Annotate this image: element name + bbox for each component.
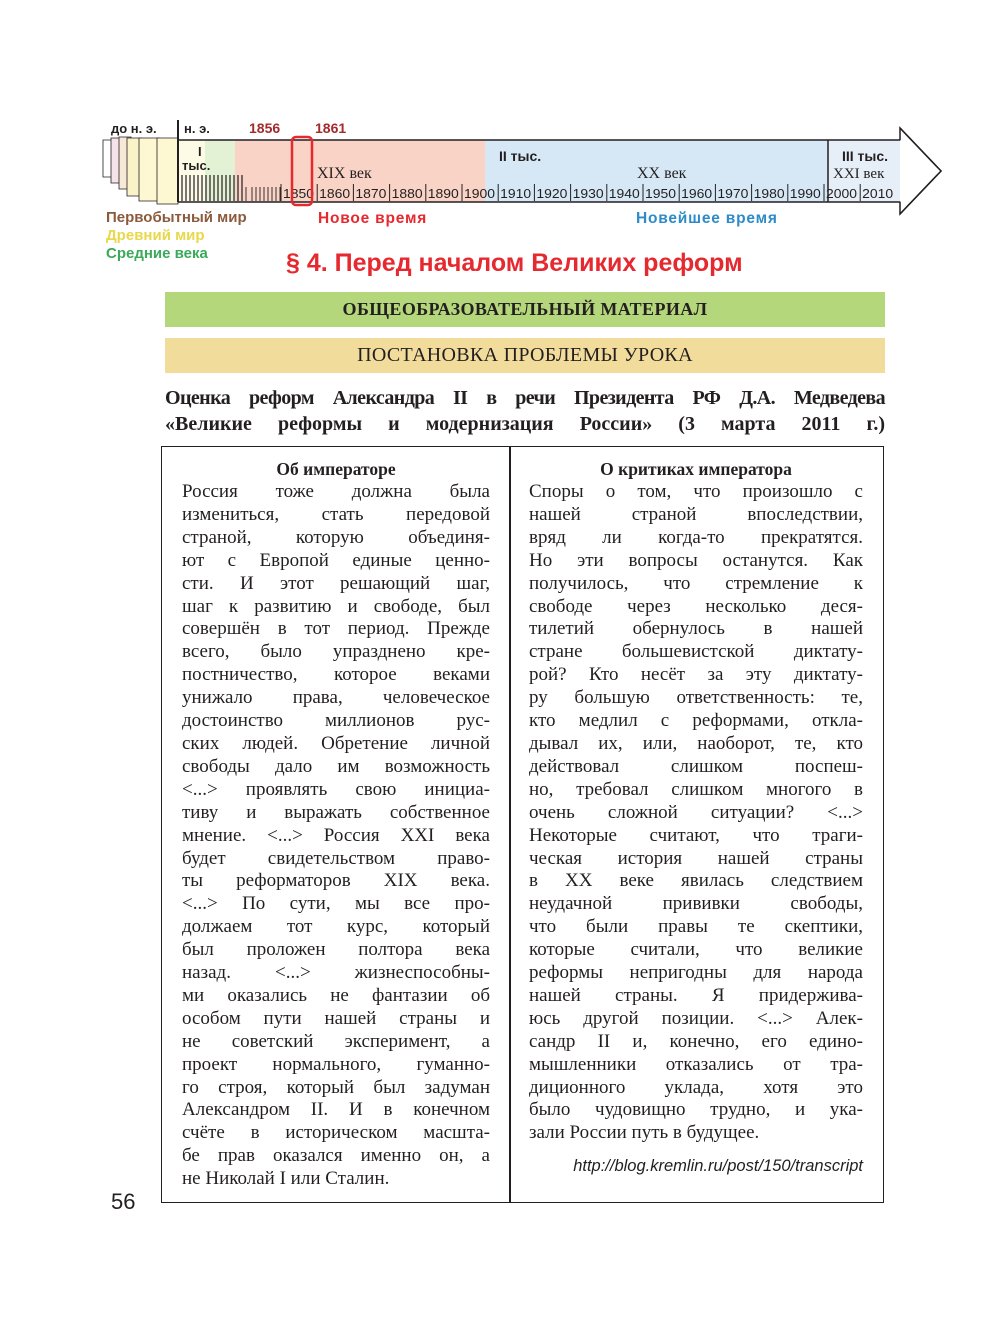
column-text-critics <box>529 481 863 1145</box>
text-line: свободы дало им возможность <box>182 755 490 777</box>
decade-label: 2010 <box>862 186 894 201</box>
decade-label: 1870 <box>355 186 387 201</box>
text-line: шаг к развитию и свободе, был <box>182 595 490 617</box>
text-line: постничество, которое веками <box>182 664 490 686</box>
paragraph-title: § 4. Перед началом Великих реформ <box>286 249 743 277</box>
text-line: ют с Европой единые ценно- <box>182 549 490 571</box>
decade-label: 1910 <box>500 186 532 201</box>
label-century-20: XX век <box>637 165 687 182</box>
label-bc: до н. э. <box>111 121 157 136</box>
decade-label: 1850 <box>283 186 314 201</box>
text-line: ских людей. Обретение личной <box>182 732 490 754</box>
text-line: всего, было упразднено кре- <box>182 641 490 663</box>
text-line: но, требовал слишком многого в <box>529 778 863 800</box>
text-line: что были правы те скептики, <box>529 916 863 938</box>
text-line: в XX веке явилась следствием <box>529 870 863 892</box>
decade-label: 2000 <box>826 186 857 201</box>
text-line: ми оказались не фантазии об <box>182 984 490 1006</box>
label-century-19: XIX век <box>317 165 372 182</box>
text-line: Споры о том, что произошло с <box>529 481 863 502</box>
quote-heading-line-1: Оценка реформ Александра II в речи Президента РФ Д.А. Медведева <box>165 387 885 409</box>
text-line: рой? Кто несёт за эту диктату- <box>529 664 863 686</box>
decade-label: 1990 <box>789 186 821 201</box>
text-line: получилось, что стремление к <box>529 572 863 594</box>
text-line: дывал их, или, наоборот, те, кто <box>529 732 863 754</box>
label-third-millennium: III тыс. <box>842 148 889 164</box>
text-line: <...> По сути, мы все про- <box>182 893 490 915</box>
label-first-millennium-numeral: I <box>198 144 202 159</box>
quote-heading-line-2: «Великие реформы и модернизация России» (3 марта 2011 г.) <box>165 413 885 435</box>
era-primitive: Первобытный мир <box>106 209 247 226</box>
text-line: будет свидетельством право- <box>182 847 490 869</box>
text-line: сти. И этот решающий шаг, <box>182 572 490 594</box>
text-line: тиву и выражать собственное <box>182 801 490 823</box>
text-line: юсь другой позиции. <...> Алек- <box>529 1007 863 1029</box>
text-line: Россия тоже должна была <box>182 481 490 502</box>
label-year-1856: 1856 <box>249 120 281 136</box>
text-line: особом пути нашей страны и <box>182 1007 490 1029</box>
label-newest-time: Новейшее время <box>636 210 778 227</box>
text-line: очень сложной ситуации? <...> <box>529 801 863 823</box>
text-line: тилетий обернулось в нашей <box>529 618 863 640</box>
column-title-emperor: Об императоре <box>276 459 396 479</box>
text-line: Но эти вопросы останутся. Как <box>529 549 863 571</box>
decade-label: 1880 <box>391 186 423 201</box>
text-line: страной, которую объединя- <box>182 526 490 548</box>
text-line: нашей страной впоследствии, <box>529 503 863 525</box>
decade-ticks <box>281 184 893 201</box>
text-line: ческая история нашей страны <box>529 847 863 869</box>
text-line: мышленники отказались от тра- <box>529 1053 863 1075</box>
decade-label: 1940 <box>608 186 640 201</box>
label-ad: н. э. <box>184 121 210 136</box>
text-line: мнение. <...> Россия XXI века <box>182 824 490 846</box>
text-line: должаем тот курс, который <box>182 916 490 938</box>
label-year-1861: 1861 <box>315 120 347 136</box>
label-first-millennium-word: тыс. <box>182 158 211 173</box>
label-century-21: XXI век <box>833 166 885 182</box>
text-line: которые считали, что великие <box>529 939 863 961</box>
text-line: унижало права, человеческое <box>182 687 490 709</box>
banner-general-material: ОБЩЕОБРАЗОВАТЕЛЬНЫЙ МАТЕРИАЛ <box>165 292 885 327</box>
decade-label: 1890 <box>427 186 459 201</box>
text-line: сандр II и, конечно, его едино- <box>529 1030 863 1052</box>
source-link[interactable]: http://blog.kremlin.ru/post/150/transcript <box>573 1157 863 1175</box>
label-second-millennium: II тыс. <box>499 148 542 164</box>
banner-lesson-problem: ПОСТАНОВКА ПРОБЛЕМЫ УРОКА <box>165 338 885 373</box>
column-title-critics: О критиках императора <box>600 459 792 479</box>
text-line: <...> проявлять свою инициа- <box>182 778 490 800</box>
text-line: действовал слишком поспеш- <box>529 755 863 777</box>
column-about-emperor <box>182 457 490 1191</box>
decade-label: 1980 <box>753 186 785 201</box>
decade-label: 1960 <box>681 186 713 201</box>
quote-table <box>161 446 884 1203</box>
text-line: назад. <...> жизнеспособны- <box>182 962 490 984</box>
column-text-emperor <box>182 481 490 1191</box>
text-line: кто медлил с реформами, откла- <box>529 710 863 732</box>
text-line: совершён в тот период. Прежде <box>182 618 490 640</box>
text-line: счёте в историческом масшта- <box>182 1122 490 1144</box>
era-ancient: Древний мир <box>106 227 205 244</box>
text-line: диционного уклада, хотя это <box>529 1076 863 1098</box>
text-line: Некоторые считают, что траги- <box>529 824 863 846</box>
text-line: не Николай I или Сталин. <box>182 1168 390 1190</box>
text-line: неудачной прививки свободы, <box>529 893 863 915</box>
text-line: вряд ли когда-то прекратятся. <box>529 526 863 548</box>
decade-label: 1860 <box>319 186 351 201</box>
text-line: не советский эксперимент, а <box>182 1030 490 1052</box>
text-line: стране большевистской диктату- <box>529 641 863 663</box>
decade-label: 1930 <box>572 186 604 201</box>
decade-label: 1920 <box>536 186 568 201</box>
text-line: бе прав оказался именно он, а <box>182 1145 490 1167</box>
text-line: было чудовищно трудно, и ука- <box>529 1099 863 1121</box>
text-line: нашей страны. Я придержива- <box>529 984 863 1006</box>
text-line: зали России путь в будущее. <box>529 1122 760 1144</box>
era-middle-ages: Средние века <box>106 245 208 262</box>
text-line: измениться, стать передовой <box>182 503 490 525</box>
text-line: свободе через несколько деся- <box>529 595 863 617</box>
quote-heading <box>165 385 885 437</box>
decade-label: 1950 <box>645 186 676 201</box>
column-about-critics <box>529 457 863 1145</box>
text-line: проект нормального, гуманно- <box>182 1053 490 1075</box>
text-line: реформы непригодны для народа <box>529 962 863 984</box>
text-line: ру большую ответственность: те, <box>529 687 863 709</box>
label-new-time: Новое время <box>318 210 428 227</box>
page-number: 56 <box>111 1189 136 1214</box>
decade-label: 1900 <box>464 186 495 201</box>
text-line: го строя, который был задуман <box>182 1076 490 1098</box>
text-line: был проложен полтора века <box>182 939 490 961</box>
text-line: Александром II. И в конечном <box>182 1099 490 1121</box>
column-divider <box>509 447 511 1202</box>
era-pages <box>103 137 178 204</box>
text-line: достоинство миллионов рус- <box>182 710 490 732</box>
text-line: ты реформаторов XIX века. <box>182 870 490 892</box>
decade-label: 1970 <box>717 186 749 201</box>
